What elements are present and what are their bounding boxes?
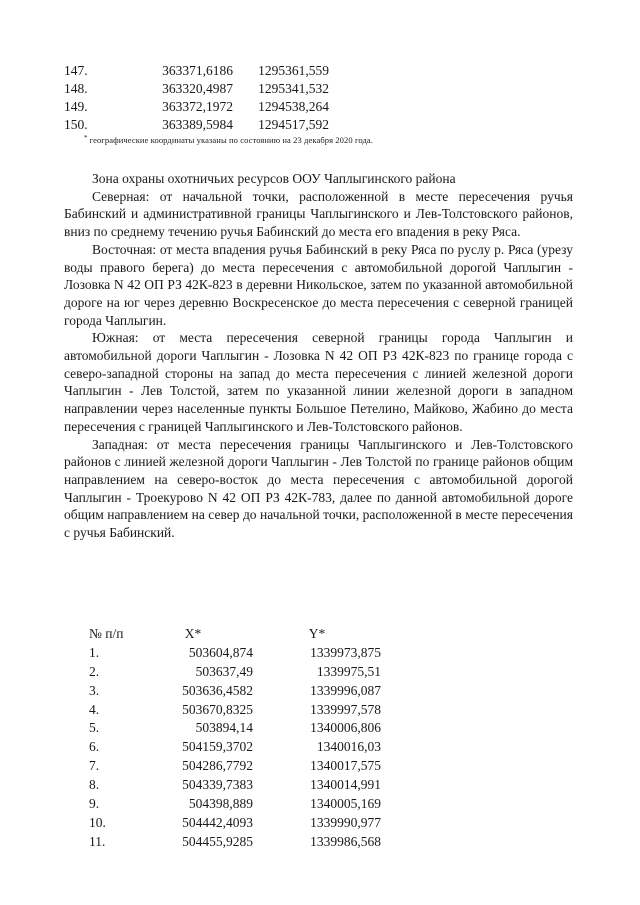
table-row: [64, 80, 329, 98]
table-row: [64, 116, 329, 134]
coordinates-table-top: [64, 62, 329, 134]
x-coordinate: 503670,8325: [182, 701, 253, 717]
row-number: 150.: [64, 117, 88, 132]
y-coordinate: 1339990,977: [310, 814, 381, 830]
y-coordinate: 1295341,532: [258, 81, 329, 96]
x-coordinate: 363320,4987: [162, 81, 233, 96]
footnote: [84, 135, 373, 146]
table-row: [64, 98, 329, 116]
x-coordinate: 504442,4093: [182, 814, 253, 830]
header-number: № п/п: [89, 626, 124, 641]
y-coordinate: 1340014,991: [310, 777, 381, 793]
y-coordinate: 1340006,806: [310, 720, 381, 736]
y-coordinate: 1340016,03: [316, 739, 381, 755]
row-number: 6.: [89, 739, 100, 755]
x-coordinate: 503604,874: [188, 644, 253, 660]
paragraph-south: Южная: от места пересечения северной границы города Чаплыгин и автомобильной дороги Чаплыгин - Лозовка N 42 ОП РЗ 42К-823 по границе города с северо-западной стороны на запад до места пересечения с линией железной дороги Чаплыгин - Лев Толстой, затем по указанной линии железной дороги в западном направлении через населенные пункты Большое Петелино, Майково, Жабино до места пересечения с границей Чаплыгинского и Лев-Толстовского районов.: [64, 330, 573, 434]
table-row: [89, 833, 391, 852]
row-number: 1.: [89, 644, 100, 660]
document-body: [64, 170, 573, 542]
row-number: 8.: [89, 777, 100, 793]
y-coordinate: 1294517,592: [258, 117, 329, 132]
row-number: 149.: [64, 99, 88, 114]
table-row: [89, 757, 391, 776]
table-row: [89, 719, 391, 738]
y-coordinate: 1340005,169: [310, 796, 381, 812]
footnote-text: географические координаты указаны по состоянию на 23 декабря 2020 года.: [89, 135, 373, 145]
y-coordinate: 1339973,875: [310, 644, 381, 660]
row-number: 11.: [89, 833, 106, 849]
row-number: 4.: [89, 701, 100, 717]
section-title: Зона охраны охотничьих ресурсов ООУ Чаплыгинского района: [92, 171, 456, 186]
table-row: [89, 814, 391, 833]
table-header: [89, 625, 391, 644]
footnote-marker: *: [84, 134, 88, 142]
row-number: 148.: [64, 81, 88, 96]
table-row: [89, 663, 391, 682]
row-number: 7.: [89, 758, 100, 774]
x-coordinate: 503894,14: [195, 720, 253, 736]
paragraph-east: Восточная: от места впадения ручья Бабинский в реку Ряса по руслу р. Ряса (урезу воды правого берега) до места пересечения с автомобильной дорогой Чаплыгин - Лозовка N 42 ОП РЗ 42К-823 в деревни Никольское, затем по указанной автомобильной дороге на юг через деревню Воскресенское до места пересечения с северной границей города Чаплыгин.: [64, 241, 573, 328]
paragraph-north: Северная: от начальной точки, расположенной в месте пересечения ручья Бабинский и административной границы Чаплыгинского и Лев-Толстовского районов, вниз по среднему течению ручья Бабинский до места его впадения в реку Ряса.: [64, 188, 573, 240]
x-coordinate: 504159,3702: [182, 739, 253, 755]
table-row: [89, 644, 391, 663]
x-coordinate: 504339,7383: [182, 777, 253, 793]
y-coordinate: 1339997,578: [310, 701, 381, 717]
header-y: Y*: [308, 626, 326, 641]
row-number: 2.: [89, 663, 100, 679]
x-coordinate: 504286,7792: [182, 758, 253, 774]
table-row: [89, 738, 391, 757]
table-row: [89, 795, 391, 814]
y-coordinate: 1340017,575: [310, 758, 381, 774]
x-coordinate: 504455,9285: [182, 833, 253, 849]
table-row: [89, 701, 391, 720]
y-coordinate: 1294538,264: [258, 99, 329, 114]
y-coordinate: 1339975,51: [316, 663, 381, 679]
x-coordinate: 504398,889: [188, 796, 253, 812]
x-coordinate: 363372,1972: [162, 99, 233, 114]
row-number: 3.: [89, 682, 100, 698]
table-row: [64, 62, 329, 80]
y-coordinate: 1339986,568: [310, 833, 381, 849]
y-coordinate: 1339996,087: [310, 682, 381, 698]
table-row: [89, 776, 391, 795]
header-x: X*: [184, 626, 202, 641]
y-coordinate: 1295361,559: [258, 63, 329, 78]
x-coordinate: 503636,4582: [182, 682, 253, 698]
row-number: 9.: [89, 796, 100, 812]
x-coordinate: 363371,6186: [162, 63, 233, 78]
row-number: 10.: [89, 814, 106, 830]
row-number: 5.: [89, 720, 100, 736]
paragraph-west: Западная: от места пересечения границы Чаплыгинского и Лев-Толстовского районов с линией железной дороги Чаплыгин - Лев Толстой по границе районов общим направлением на северо-восток до места пересечения с автомобильной дорогой Чаплыгин - Троекурово N 42 ОП РЗ 42К-783, далее по данной автомобильной дороге общим направлением на север до начальной точки, расположенной в месте пересечения с ручья Бабинский.: [64, 436, 573, 541]
coordinates-table-bottom: [89, 625, 391, 852]
x-coordinate: 503637,49: [195, 663, 253, 679]
x-coordinate: 363389,5984: [162, 117, 233, 132]
table-row: [89, 682, 391, 701]
row-number: 147.: [64, 63, 88, 78]
